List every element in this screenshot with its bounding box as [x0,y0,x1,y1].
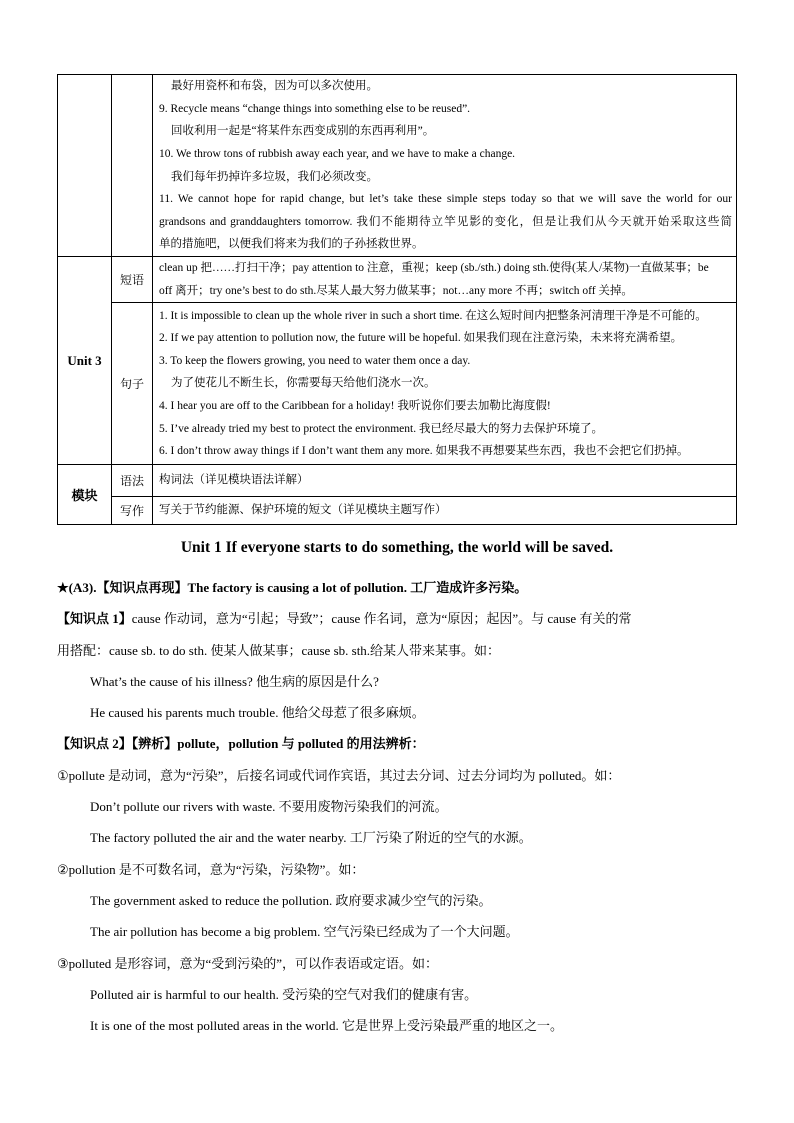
a3-prefix: ★(A3).【知识点再现】 [57,580,188,595]
text-line: 最好用瓷杯和布袋，因为可以多次使用。 [171,80,378,93]
writing-cell: 写关于节约能源、保护环境的短文（详见模块主题写作） [153,497,737,525]
text-line: 单的措施吧，以便我们将来为我们的子孙拯救世界。 [159,238,424,251]
k2-line [57,728,737,759]
text-line: 回收利用一起是“将某件东西变成别的东西再利用”。 [171,125,435,138]
summary-table [57,74,737,525]
text-line: grandsons and granddaughters tomorrow. 我们不能期待立竿见影的变化，但是让我们从今天就开始采取这些简 [159,215,732,228]
example: What’s the cause of his illness? 他生病的原因是什么? [90,673,379,689]
content-body [57,572,737,1041]
text-line: 6. I don’t throw away things if I don’t want them any more. 如果我不再想要某些东西，我也不会把它们扔掉。 [159,445,689,458]
phrase-label: 短语 [112,257,153,303]
point-1: ①pollute 是动词，意为“污染”，后接名词或代词作宾语，其过去分词、过去分词均为 polluted。如： [57,767,621,783]
a3-line [57,572,737,603]
module-label: 模块 [58,465,112,525]
writing-label: 写作 [112,497,153,525]
k2-tag: 【知识点 2】【辨析】 [57,736,178,752]
text-line: 2. If we pay attention to pollution now, the future will be hopeful. 如果我们现在注意污染，未来将充满希望。 [159,332,683,345]
text-line: 5. I’ve already tried my best to protect the environment. 我已经尽最大的努力去保护环境了。 [159,422,603,435]
grammar-cell: 构词法（详见模块语法详解） [153,465,737,497]
k1-line [57,603,737,634]
example: The air pollution has become a big problem. 空气污染已经成为了一个大问题。 [90,924,519,940]
example: It is one of the most polluted areas in the world. 它是世界上受污染最严重的地区之一。 [90,1018,564,1034]
table-cell-empty [58,75,112,257]
example: Don’t pollute our rivers with waste. 不要用废物污染我们的河流。 [90,799,448,815]
a3-cn: 工厂造成许多污染。 [410,580,528,595]
sentence-cell [153,303,737,465]
text-line: clean up 把……打扫干净；pay attention to 注意，重视；keep (sb./sth.) doing sth.使得(某人/某物)一直做某事；be [159,262,709,274]
k2-title: pollute，pollution 与 polluted 的用法辨析： [177,736,425,752]
a3-sentence: The factory is causing a lot of pollution. [187,580,408,595]
k1-tag: 【知识点 1】 [57,611,132,627]
text-line: 9. Recycle means “change things into something else to be reused”. [159,102,471,115]
point-2: ②pollution 是不可数名词，意为“污染，污染物”。如： [57,861,365,877]
phrase-cell [153,257,737,303]
example: The factory polluted the air and the water nearby. 工厂污染了附近的空气的水源。 [90,830,532,846]
table-cell-empty [112,75,153,257]
text-line: 4. I hear you are off to the Caribbean for a holiday! 我听说你们要去加勒比海度假! [159,399,551,412]
text-line: 10. We throw tons of rubbish away each year, and we have to make a change. [159,147,516,160]
text-line: 11. We cannot hope for rapid change, but let’s take these simple steps today so that we will save the world for our [159,193,732,206]
sentence-cell-continued [153,75,737,257]
unit-label: Unit 3 [58,257,112,465]
section-title: Unit 1 If everyone starts to do something, the world will be saved. [180,539,614,556]
k1-text: cause 作动词，意为“引起；导致”；cause 作名词，意为“原因；起因”。与 cause 有关的常 [131,611,632,627]
k1-text-2: 用搭配：cause sb. to do sth. 使某人做某事；cause sb. sth.给某人带来某事。如： [57,642,501,658]
sentence-label: 句子 [112,303,153,465]
point-3: ③polluted 是形容词，意为“受到污染的”，可以作表语或定语。如： [57,955,439,971]
example: The government asked to reduce the pollution. 政府要求减少空气的污染。 [90,892,492,908]
text-line: 1. It is impossible to clean up the whole river in such a short time. 在这么短时间内把整条河清理干净是不可能的。 [159,309,707,322]
text-line: 3. To keep the flowers growing, you need to water them once a day. [159,354,471,367]
grammar-label: 语法 [112,465,153,497]
text-line: off 离开；try one’s best to do sth.尽某人最大努力做某事；not…any more 不再；switch off 关掉。 [159,284,633,297]
example: Polluted air is harmful to our health. 受污染的空气对我们的健康有害。 [90,986,478,1002]
example: He caused his parents much trouble. 他给父母惹了很多麻烦。 [90,705,425,721]
text-line: 为了使花儿不断生长，你需要每天给他们浇水一次。 [171,377,436,390]
text-line: 我们每年扔掉许多垃圾，我们必须改变。 [171,170,378,183]
